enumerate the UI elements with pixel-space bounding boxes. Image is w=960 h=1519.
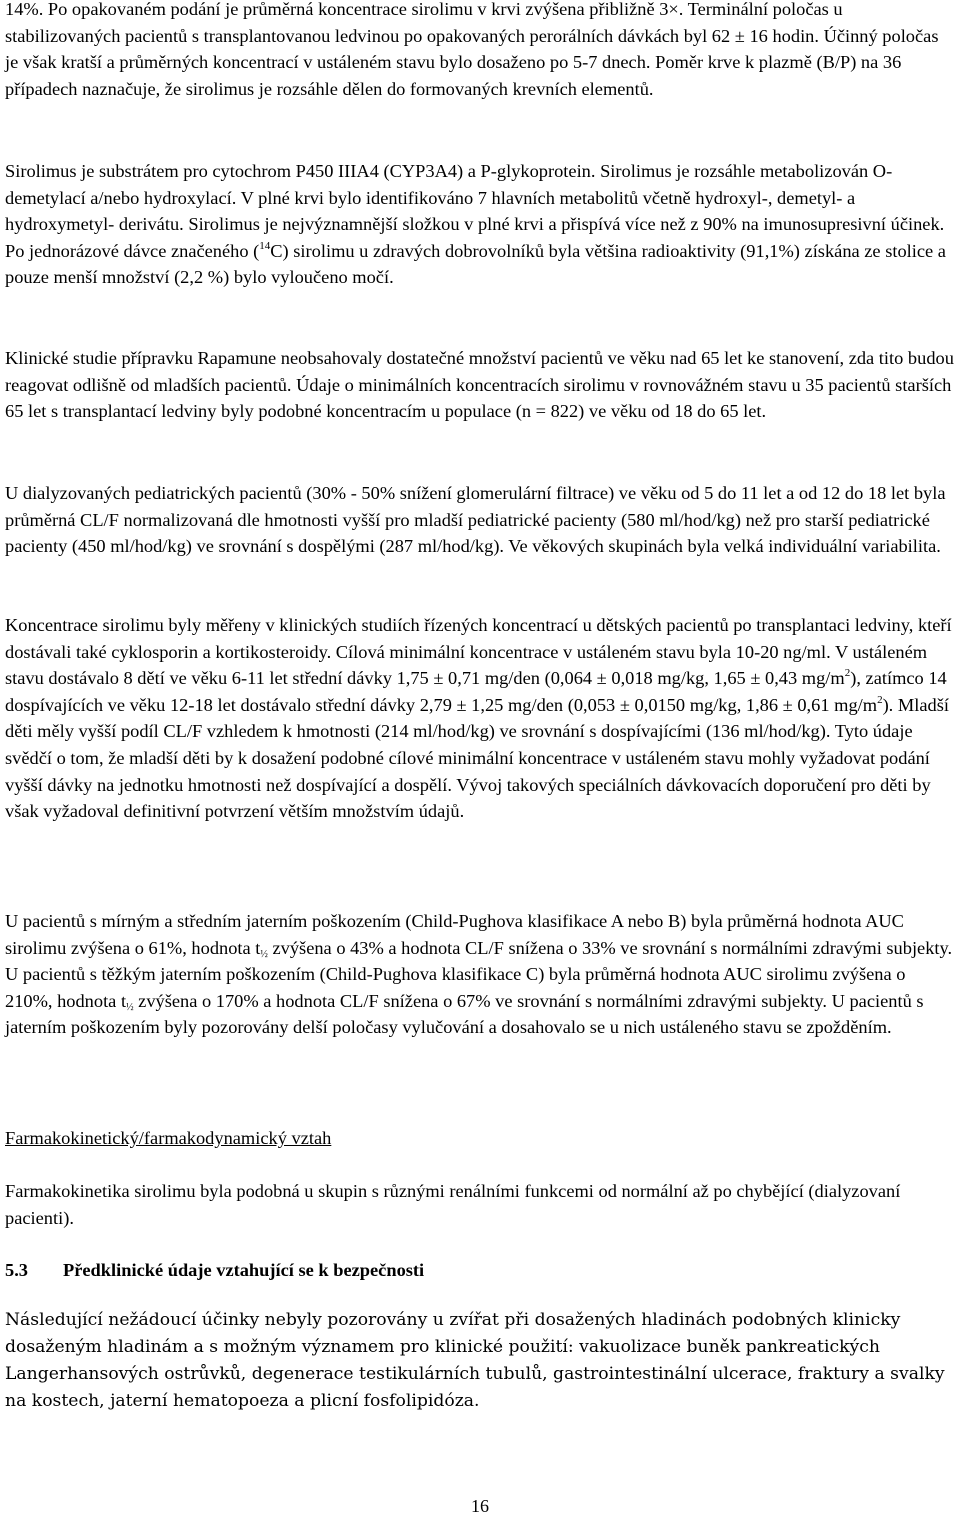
superscript-m2-first: 2 [844, 667, 851, 680]
page-number: 16 [471, 1496, 489, 1516]
paragraph-pediatric-dialysis: U dialyzovaných pediatrických pacientů (30% - 50% snížení glomerulární filtrace) ve věku od 5 do 11 let a od 12 do 18 let byla průměrná CL/F normalizovaná dle hmotnosti vyšší pro mladší pediatrické pacienty (580 ml/hod/kg) než pro starší pediatrické pacienty (450 ml/hod/kg) ve srovnání s dospělými (287 ml/hod/kg). Ve věkových skupinách byla velká individuální variabilita. [5, 483, 946, 557]
paragraph-pediatric-concentrations [5, 612, 955, 825]
paragraph-metabolism-text-b: C) sirolimu u zdravých dobrovolníků byla většina radioaktivity (91,1%) získána ze stolice a pouze menší množství (2,2 %) bylo vyloučeno močí. [5, 240, 946, 288]
section-number: 5.3 [5, 1260, 28, 1280]
paragraph-renal-function: Farmakokinetika sirolimu byla podobná u skupin s různými renálními funkcemi od normální až po chybějící (dialyzovaní pacienti). [5, 1181, 901, 1228]
superscript-14: 14 [259, 239, 271, 252]
subsection-heading: Farmakokinetický/farmakodynamický vztah [5, 1128, 332, 1148]
subscript-half-second: ½ [126, 1001, 134, 1013]
paragraph-hepatic-text-a: U pacientů s mírným a středním jaterním poškozením (Child-Pughova klasifikace A nebo B) byla průměrná hodnota AUC sirolimu zvýšena o 61%, hodnota t [5, 911, 904, 958]
paragraph-pediatric-text-b: ), zatímco 14 dospívajících ve věku 12-18 let dostávalo střední dávky 2,79 ± 1,25 mg/den (0,053 ± 0,0150 mg/kg, 1,86 ± 0,61 mg/m [5, 668, 947, 715]
section-heading [5, 1257, 424, 1284]
paragraph-pediatric-text-a: Koncentrace sirolimu byly měřeny v klinických studiích řízených koncentrací u dětských pacientů po transplantaci ledviny, kteří dostávali také cyklosporin a kortikosteroidy. Cílová minimální koncentrace v ustáleném stavu byla 10-20 ng/ml. V ustáleném stavu dostávalo 8 dětí ve věku 6-11 let střední dávky 1,75 ± 0,71 mg/den (0,064 ± 0,018 mg/kg, 1,65 ± 0,43 mg/m [5, 615, 952, 689]
paragraph-hepatic-text-c: zvýšena o 170% a hodnota CL/F snížena o 67% ve srovnání s normálními zdravými subjekty. U pacientů s jaterním poškozením byly pozorovány delší poločasy vylučování a dosahovalo se u nich ustáleného stavu se zpožděním. [5, 990, 924, 1038]
paragraph-hepatic-text-b: zvýšena o 43% a hodnota CL/F snížena o 33% ve srovnání s normálními zdravými subjekty. U pacientů s těžkým jaterním poškozením (Child-Pughova klasifikace C) byla průměrná hodnota AUC sirolimu zvýšena o 210%, hodnota t [5, 937, 953, 1011]
paragraph-metabolism-text-a: Sirolimus je substrátem pro cytochrom P450 IIIA4 (CYP3A4) a P-glykoprotein. Sirolimus je rozsáhle metabolizován O-demetylací a/nebo hydroxylací. V plné krvi bylo identifikováno 7 hlavních metabolitů včetně hydroxyl-, demetyl- a hydroxymetyl- derivátu. Sirolimus je nejvýznamnější složkou v plné krvi a přispívá více než z 90% na imunosupresivní účinek. Po jednorázové dávce značeného ( [5, 161, 945, 261]
paragraph-pediatric-text-c: ). Mladší děti měly vyšší podíl CL/F vzhledem k hmotnosti (214 ml/hod/kg) ve srovnání s dospívajícími (136 ml/hod/kg). Tyto údaje svědčí o tom, že mladší děti by k dosažení podobné cílové minimální koncentrace v ustáleném stavu mohly vyžadovat podání vyšší dávky na jednotku hmotnosti než dospívající a dospělí. Vývoj takových speciálních dávkovacích doporučení pro děti by však vyžadoval definitivní potvrzení větším množstvím údajů. [5, 694, 949, 822]
paragraph-preclinical: Následující nežádoucí účinky nebyly pozorovány u zvířat při dosažených hladinách podobných klinicky dosaženým hladinám a s možným významem pro klinické použití: vakuolizace buněk pankreatických Langerhansových ostrůvků, degenerace testikulárních tubulů, gastrointestinální ulcerace, fraktury a svalky na kostech, jaterní hematopoeza a plicní fosfolipidóza. [5, 1310, 945, 1411]
superscript-m2-second: 2 [877, 693, 883, 706]
paragraph-elderly: Klinické studie přípravku Rapamune neobsahovaly dostatečné množství pacientů ve věku nad 65 let ke stanovení, zda tito budou reagovat odlišně od mladších pacientů. Údaje o minimálních koncentracích sirolimu v rovnovážném stavu u 35 pacientů starších 65 let s transplantací ledviny byly podobné koncentracím u populace (n = 822) ve věku od 18 do 65 let. [5, 348, 954, 422]
paragraph-hepatic-impairment [5, 908, 955, 1041]
subscript-half-first: ½ [260, 948, 268, 960]
paragraph-metabolism [5, 158, 955, 291]
paragraph-pharmacokinetics-halflife: 14%. Po opakovaném podání je průměrná koncentrace sirolimu v krvi zvýšena přibližně 3×. Terminální poločas u stabilizovaných pacientů s transplantovanou ledvinou po opakovaných perorálních dávkách byl 62 ± 16 hodin. Účinný poločas je však kratší a průměrných koncentrací v ustáleném stavu bylo dosaženo po 5-7 dnech. Poměr krve k plazmě (B/P) na 36 případech naznačuje, že sirolimus je rozsáhle dělen do formovaných krevních elementů. [5, 0, 939, 99]
section-title: Předklinické údaje vztahující se k bezpečnosti [63, 1260, 425, 1280]
